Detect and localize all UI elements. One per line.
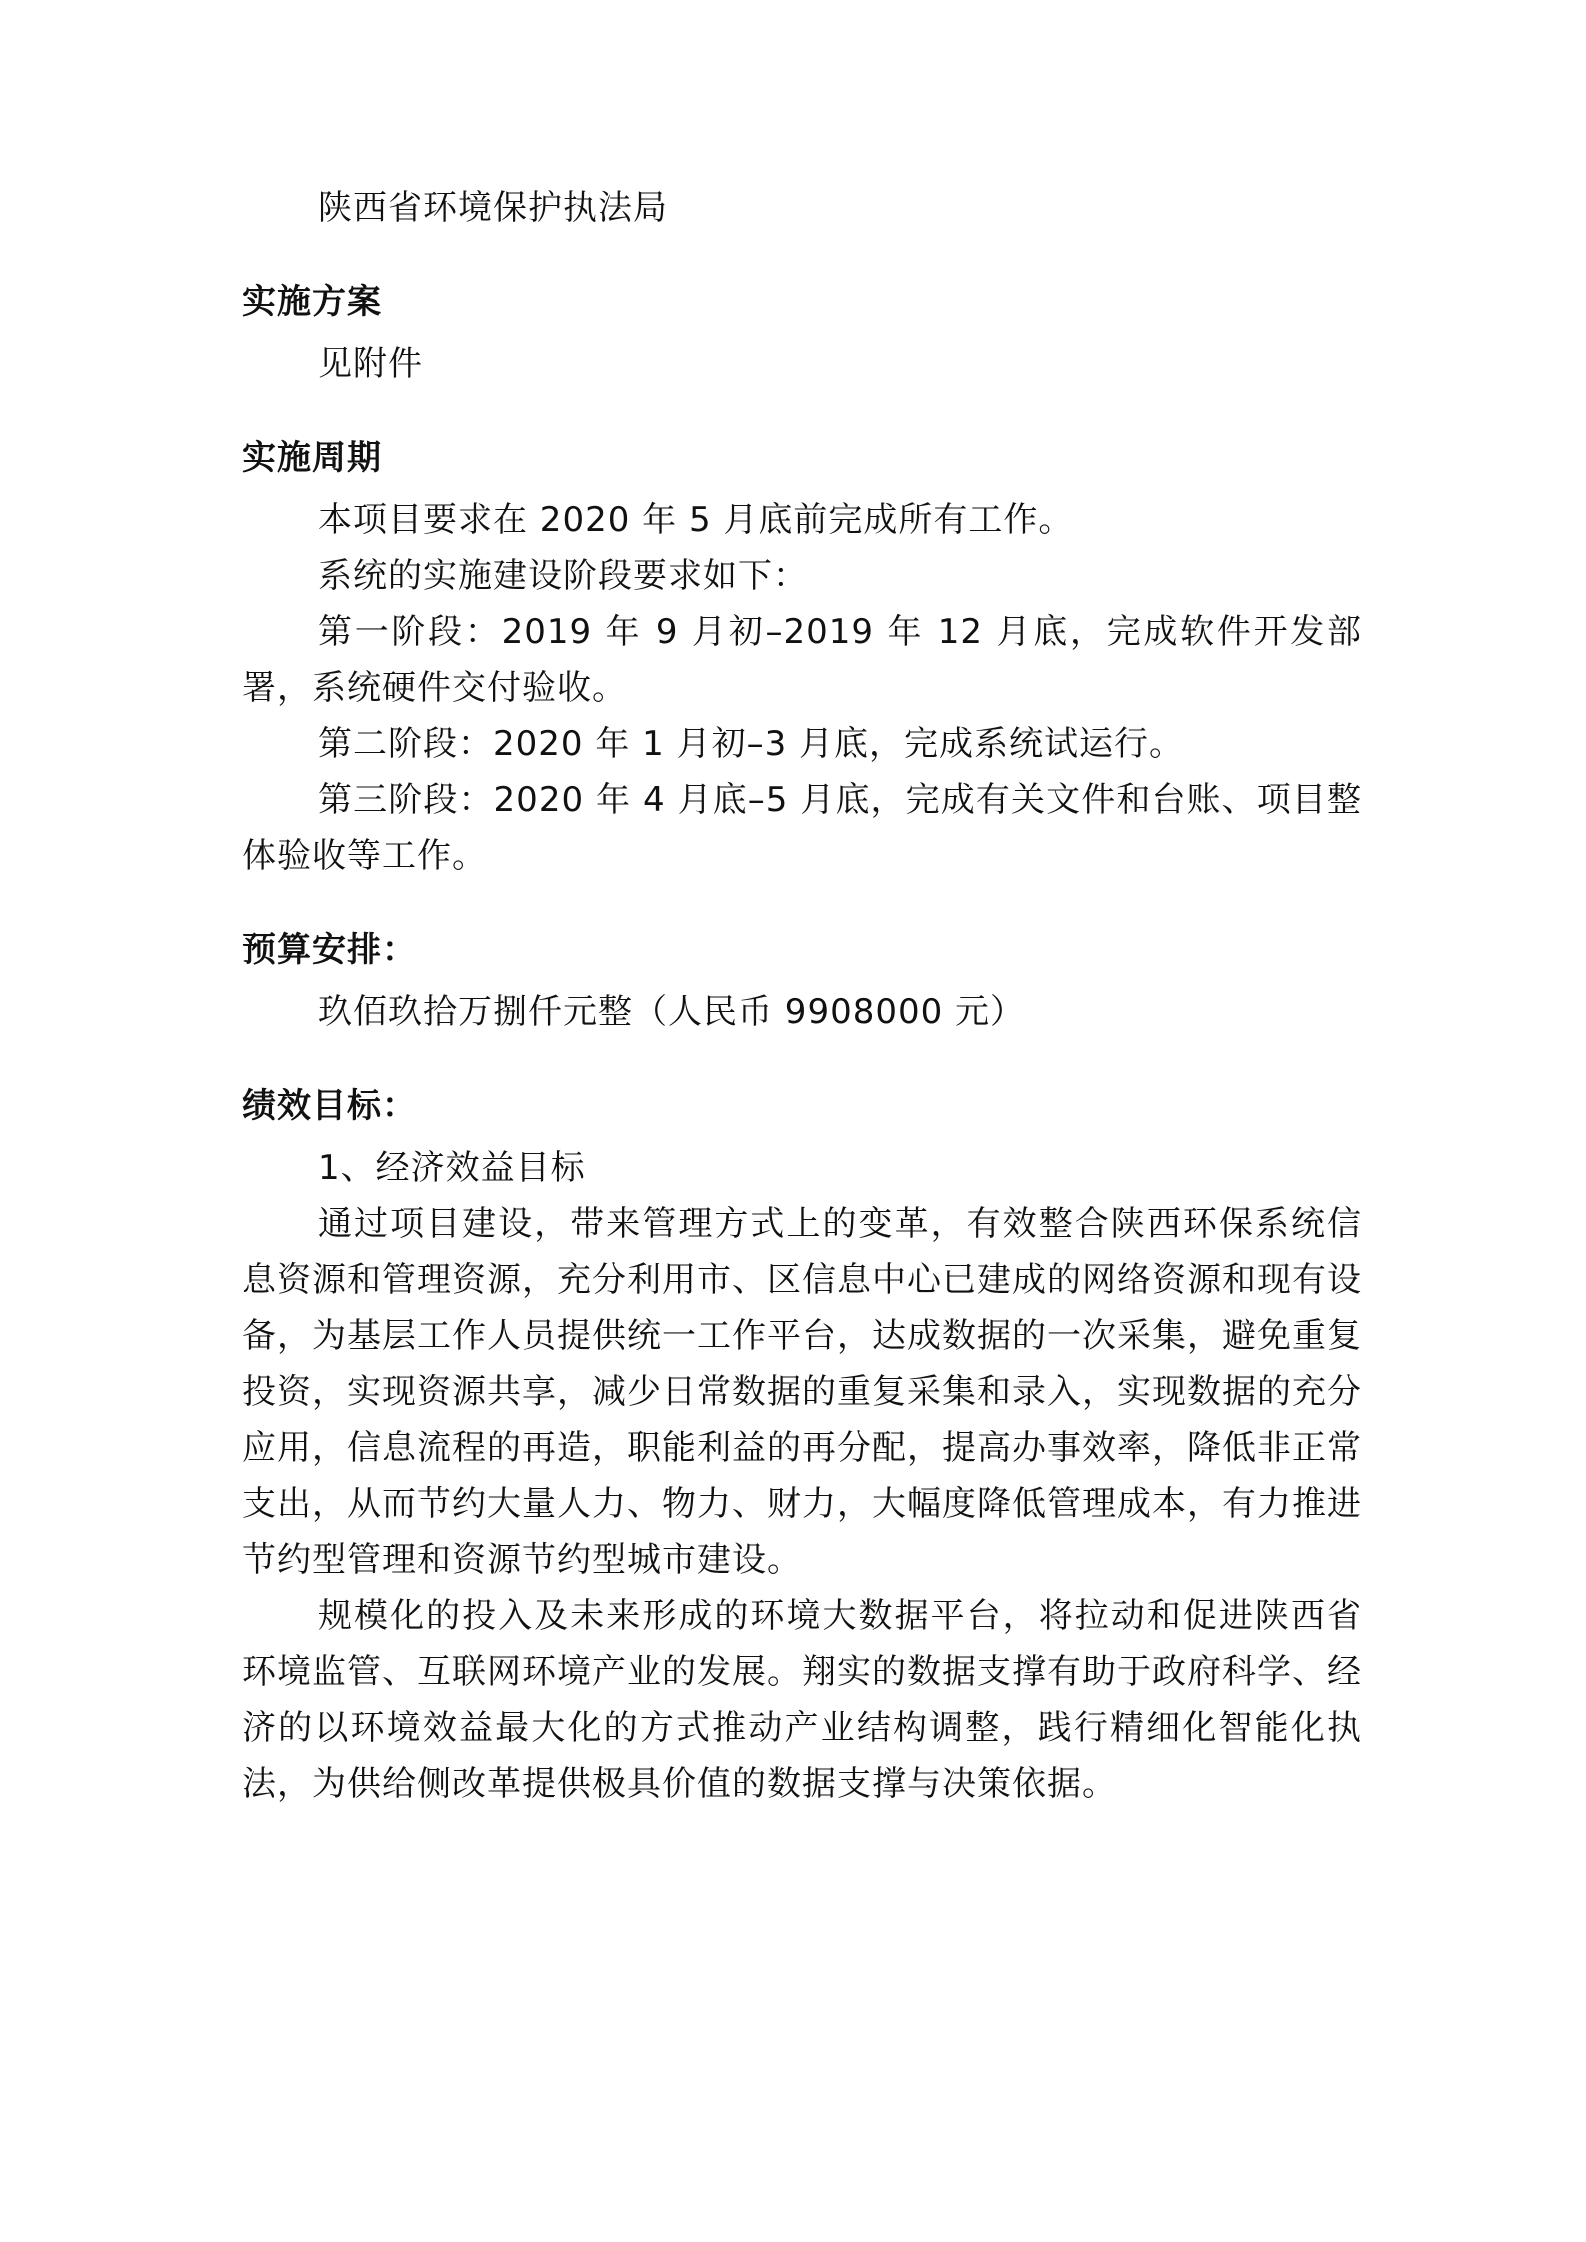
- plan-body: 见附件: [318, 344, 423, 384]
- period-paragraph-2: 系统的实施建设阶段要求如下：: [318, 556, 808, 596]
- org-name: 陕西省环境保护执法局: [318, 188, 668, 228]
- period-paragraph-5: 第三阶段：2020 年 4 月底–5 月底，完成有关文件和台账、项目整体验收等工作。: [242, 780, 1362, 876]
- plan-heading: 实施方案: [242, 282, 382, 322]
- goals-heading: 绩效目标：: [242, 1086, 417, 1126]
- budget-body: 玖佰玖拾万捌仟元整（人民币 9908000 元）: [318, 992, 1026, 1032]
- period-paragraph-4: 第二阶段：2020 年 1 月初–3 月底，完成系统试运行。: [318, 724, 1185, 764]
- document-body: [242, 180, 1362, 1812]
- budget-heading: 预算安排：: [242, 930, 417, 970]
- goals-paragraph-1: 通过项目建设，带来管理方式上的变革，有效整合陕西环保系统信息资源和管理资源，充分利用市、区信息中心已建成的网络资源和现有设备，为基层工作人员提供统一工作平台，达成数据的一次采集，避免重复投资，实现资源共享，减少日常数据的重复采集和录入，实现数据的充分应用，信息流程的再造，职能利益的再分配，提高办事效率，降低非正常支出，从而节约大量人力、物力、财力，大幅度降低管理成本，有力推进节约型管理和资源节约型城市建设。: [242, 1204, 1362, 1580]
- goals-paragraph-2: 规模化的投入及未来形成的环境大数据平台，将拉动和促进陕西省环境监管、互联网环境产业的发展。翔实的数据支撑有助于政府科学、经济的以环境效益最大化的方式推动产业结构调整，践行精细化智能化执法，为供给侧改革提供极具价值的数据支撑与决策依据。: [242, 1596, 1362, 1804]
- goals-item-1: 1、经济效益目标: [318, 1148, 586, 1188]
- period-paragraph-3: 第一阶段：2019 年 9 月初–2019 年 12 月底，完成软件开发部署，系统硬件交付验收。: [242, 612, 1362, 708]
- period-paragraph-1: 本项目要求在 2020 年 5 月底前完成所有工作。: [318, 500, 1074, 540]
- period-heading: 实施周期: [242, 438, 382, 478]
